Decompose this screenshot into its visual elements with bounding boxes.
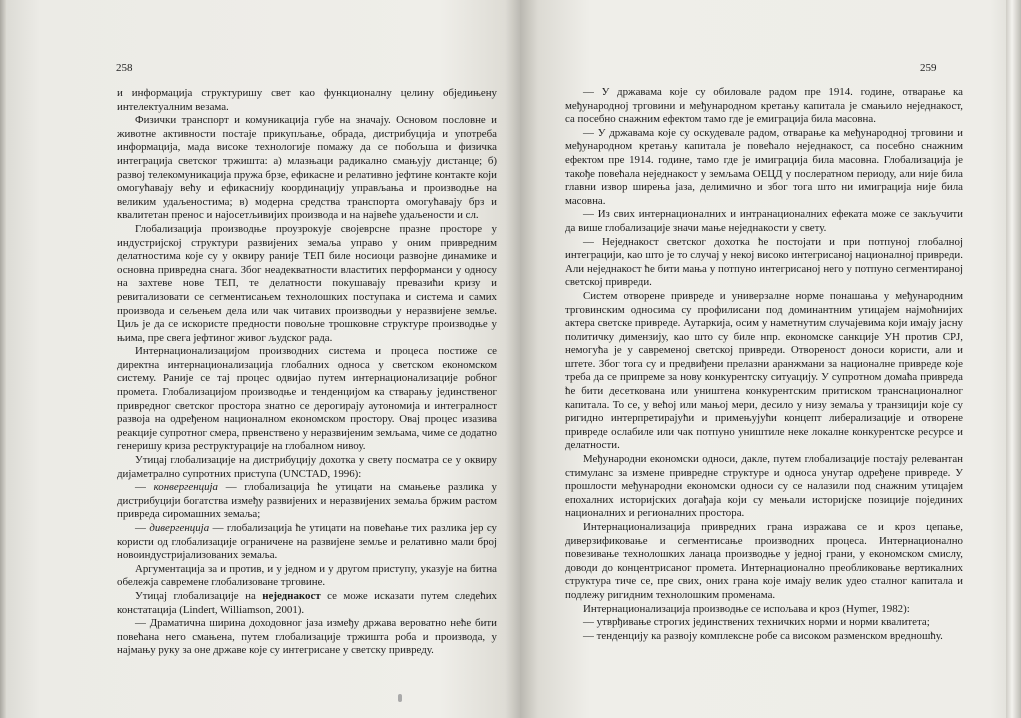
paragraph-text: Утицај глобализације на xyxy=(135,589,263,602)
paragraph xyxy=(565,616,963,630)
paragraph xyxy=(565,127,963,209)
left-page-text xyxy=(117,87,497,658)
paragraph-text: Интернационализација производње се испољава и кроз (Hymer, 1982): xyxy=(583,602,910,615)
paragraph xyxy=(117,590,497,617)
paragraph-text: Систем отворене привреде и универзалне норме понашања у међународним трговинским односима су профилисани под доминантним утицајем најмоћнијих актера светске привреде. Аутаркија, осим у наметнутим случајевима који имају јасну политичку димензију, као што су биле нпр. економске санкције УН против СРЈ, немогућа је у савременој светској привреди. Отвореност доноси користи, али и штете. Због тога су и предвиђени прелазни аранжмани за националне привреде које треба да се припреме за нову конкурентску ситуацију. У супротном домаћа привреда ће бити десеткована или уништена конкурентским притиском транснационалног капитала. То се, у већој или мањој мери, десило у низу земаља у транзицији које су ригидно интерпретирајући и примењујући концепт либерализације и отворене привреде ослабиле или чак потпуно уништиле неке локалне конкурентске ресурсе и делатности. xyxy=(565,289,963,452)
emphasized-term: дивергенција xyxy=(149,522,210,534)
paragraph xyxy=(565,86,963,127)
paragraph-text: — У државама које су оскудевале радом, отварање ка међународној трговини и међународном кретању капитала је повећало неједнакост, са посебно снажним ефектом пре 1914. године, тамо где је имиграција била масовна. Глобализација је такође повећала неједнакост у земљама ОЕЦД у послератном периоду, али није била главни извор ширења јаза, делимично и због тога што ни имиграција није била масовна. xyxy=(565,126,963,207)
paragraph-text: Интернационализација привредних грана изражава се и кроз цепање, диверзификовање и сегментисање производних процеса. Интернационално повезивање технолошких ланаца производње у једној грани, у економском смислу, доводи до концентрисаног промета. Интернационално преобликовање вертикалних структура тиче се, пре свих, оних грана које имају велик удео сталног капитала и подлежу ригидним технолошким променама. xyxy=(565,521,963,601)
page-edge-left xyxy=(0,0,6,718)
paragraph-text: Међународни економски односи, дакле, путем глобализације постају релевантан стимуланс за измене привредне структуре и односа унутар одређене привреде. У прошлости међународни економски односи су се налазили под снажним утицајем епохалних историјских догађаја који су мењали историјске позиције појединих националних и регионалних простора. xyxy=(565,453,963,520)
paragraph xyxy=(117,617,497,658)
paragraph xyxy=(565,236,963,290)
page-edge-right xyxy=(1006,0,1021,718)
paragraph xyxy=(565,630,963,644)
paragraph xyxy=(117,223,497,345)
paragraph xyxy=(565,453,963,521)
page-number-right: 259 xyxy=(920,62,937,74)
paragraph xyxy=(565,290,963,453)
right-page xyxy=(520,0,1006,718)
paragraph-text: Утицај глобализације на дистрибуцију дохотка у свету посматра се у оквиру дијаметрално супротних приступа (UNCTAD, 1996): xyxy=(117,454,497,480)
paragraph-text: Интернационализацијом производних система и процеса постиже се директна интернационализација глобалних односа у светском економском систему. Раније се тај процес одвијао путем интернационализације робног промета. Глобализацијом производње и тенденцијом ка стварању јединственог привредног светског простора знатно се дерогирају аутономија и интегралност развоја на одређеном националном економском простору. Овај процес изазива реакције супротног смера, првенствено у неразвијеним земљама, чиме се додатно генеришу криза реструктурације на глобалном нивоу. xyxy=(117,345,497,453)
right-page-text xyxy=(565,86,963,643)
paragraph xyxy=(117,481,497,522)
paragraph xyxy=(117,563,497,590)
paragraph-text: — xyxy=(135,522,150,534)
paragraph xyxy=(117,345,497,454)
paragraph xyxy=(565,603,963,617)
page-mark xyxy=(398,694,402,702)
page-number-left: 258 xyxy=(116,62,133,74)
paragraph xyxy=(117,87,497,114)
paragraph xyxy=(117,522,497,563)
paragraph-text: се може исказати путем следећих констатација (Lindert, Williamson, 2001). xyxy=(117,589,497,616)
paragraph-text: Аргументација за и против, и у једном и у другом приступу, указује на битна обележја савремене глобализоване трговине. xyxy=(117,562,497,589)
paragraph xyxy=(117,454,497,481)
paragraph-text: — У државама које су обиловале радом пре 1914. године, отварање ка међународној трговини и међународном кретању капитала је смањило неједнакост, са посебно снажним ефектом тамо где је емиграција била масовна. xyxy=(565,86,963,126)
paragraph xyxy=(117,114,497,223)
paragraph-text: — Драматична ширина доходовног јаза између држава вероватно неће бити повећана него смањена, путем глобализације тржишта роба и производа, у најмању руку за оне државе које су интегрисане у светску привреду. xyxy=(117,617,497,657)
paragraph xyxy=(565,521,963,603)
paragraph-text: Физички транспорт и комуникација губе на значају. Основом пословне и животне активности постаје прикупљање, обрада, дистрибуција и употреба информација, мада високе технологије помажу да се побољша и физичка интеграција светског тржишта: а) млазњаци радикално смањују дистанце; б) развој телекомуникација пружа брзе, ефикасне и релативно јефтине контакте који омогућавају већу и ефикаснију координацију управљања и производње на великим удаљеностима; в) модерна средства транспорта омогућавају брз и квалитетан пренос и најосетљивијих производа и на највеће удаљености и сл. xyxy=(117,114,497,222)
paragraph-text: — глобализација ће утицати на смањење разлика у дистрибуцији богатства између развијених и неразвијених земаља бржим растом привреда сиромашних земаља; xyxy=(117,481,497,521)
paragraph xyxy=(565,208,963,235)
paragraph-text: — Из свих интернационалних и интранационалних ефеката може се закључити да више глобализације значи мање неједнакости у свету. xyxy=(565,208,963,234)
bold-term: неједнакост xyxy=(262,589,321,602)
emphasized-term: конвергенција xyxy=(153,481,219,494)
paragraph-text: — утврђивање строгих јединствених техничких норми и норми квалитета; xyxy=(583,616,930,629)
paragraph-text: Глобализација производње проузрокује својеврсне празне просторе у индустријској структури развијених земаља управо у оним привредним делатностима које су у оквиру раније ТЕП биле носиоци развојне динамике и основна привредна снага. Због неадекватности властитих перформанси у односу на захтеве нове ТЕП, те делатности покушавају превазићи кризу и ревитализовати се сегментисањем технолошких поступака и система и самих производа и сељењем дела или чак читавих производњи у неразвијене земље. Циљ је да се искористе предности повољне трошковне структуре производње у њима, пре свега јефтиног живог људског рада. xyxy=(117,222,497,344)
paragraph-text: — Неједнакост светског дохотка ће постојати и при потпуној глобалној интеграцији, као што је то случај у некој високо интегрисаној националној привреди. Али неједнакост ће бити мања у потпуно интегрисаној него у потпуно сегментираној светској привреди. xyxy=(565,235,963,289)
paragraph-text: — тенденцију ка развоју комплексне робе са високом разменском вредношћу. xyxy=(583,629,943,642)
paragraph-text: — глобализација ће утицати на повећање тих разлика јер су користи од глобализације ограничене на развијене земље и релативно мали број новоиндустријализованих земаља. xyxy=(117,522,497,562)
paragraph-text: — xyxy=(135,481,154,494)
paragraph-text: и информација структуришу свет као функционалну целину обједињену интелектуалним везама. xyxy=(117,87,497,113)
